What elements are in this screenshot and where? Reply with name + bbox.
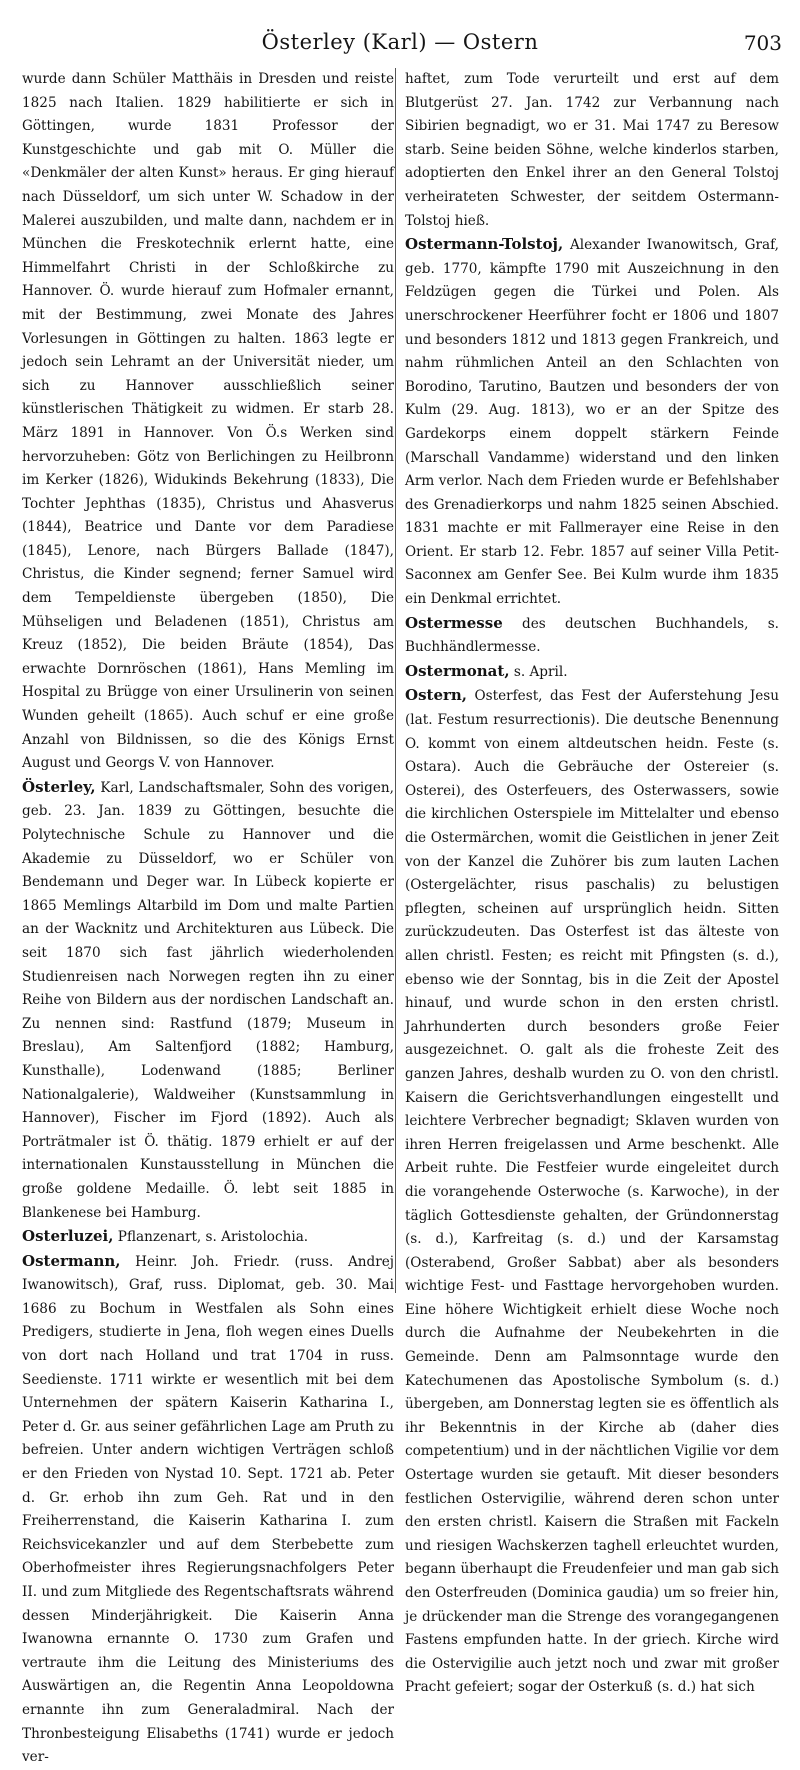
continuation-paragraph: haftet, zum Tode verurteilt und erst auf dem Blutgerüst 27. Jan. 1742 zur Verbannung nach Sibirien begnadigt, wo er 31. Mai 1747 zu Beresow starb. Seine beiden Söhne, welche kinderlos starben, adoptierten den Enkel ihrer an den General Tolstoj verheirateten Schwester, der seitdem Ostermann-Tolstoj hieß. bbox=[405, 71, 779, 229]
entry-ostermann-tolstoj bbox=[405, 233, 779, 612]
column-divider bbox=[395, 68, 396, 1293]
entry-headword: Ostermesse bbox=[405, 613, 503, 632]
running-title: Österley (Karl) — Ostern bbox=[261, 30, 539, 54]
left-column bbox=[22, 68, 394, 1770]
right-column bbox=[405, 68, 779, 1700]
entry-headword: Osterluzei, bbox=[22, 1227, 114, 1246]
entry-headword: Österley, bbox=[22, 777, 96, 796]
entry-text: Heinr. Joh. Friedr. (russ. Andrej Iwanowitsch), Graf, russ. Diplomat, geb. 30. Mai 1686 zu Bochum in Westfalen als Sohn eines Predigers, studierte in Jena, floh wegen eines Duells von dort nach Holland und trat 1704 in russ. Seedienste. 1711 wirkte er wesentlich mit bei dem Unternehmen der spätern Kaiserin Katharina I., Peter d. Gr. aus seiner gefährlichen Lage am Pruth zu befreien. Unter andern wichtigen Verträgen schloß er den Frieden von Nystad 10. Sept. 1721 ab. Peter d. Gr. erhob ihn zum Geh. Rat und in den Freiherrenstand, die Kaiserin Katharina I. zum Reichsvicekanzler und auf dem Sterbebette zum Oberhofmeister ihres Regierungsnachfolgers Peter II. und zum Mitgliede des Regentschaftsrats während dessen Minderjährigkeit. Die Kaiserin Anna Iwanowna ernannte O. 1730 zum Grafen und vertraute ihm die Leitung des Ministeriums des Auswärtigen an, die Regentin Anna Leopoldowna ernannte ihn zum Generaladmiral. Nach der Thronbesteigung Elisabeths (1741) wurde er jedoch ver- bbox=[22, 1253, 394, 1766]
entry-ostermonat bbox=[405, 660, 779, 685]
entry-headword: Ostermonat, bbox=[405, 661, 510, 680]
entry-headword: Ostermann, bbox=[22, 1251, 121, 1270]
continuation-paragraph: wurde dann Schüler Matthäis in Dresden und reiste 1825 nach Italien. 1829 habilitierte er sich in Göttingen, wurde 1831 Professor der Kunstgeschichte und gab mit O. Müller die «Denkmäler der alten Kunst» heraus. Er ging hierauf nach Düsseldorf, um sich unter W. Schadow in der Malerei auszubilden, und malte dann, nachdem er in München die Freskotechnik erlernt hatte, eine Himmelfahrt Christi in der Schloßkirche zu Hannover. Ö. wurde hierauf zum Hofmaler ernannt, mit der Bestimmung, zwei Monate des Jahres Vorlesungen in Göttingen zu halten. 1863 legte er jedoch sein Lehramt an der Universität nieder, um sich zu Hannover ausschließlich seiner künstlerischen Thätigkeit zu widmen. Er starb 28. März 1891 in Hannover. Von Ö.s Werken sind hervorzuheben: Götz von Berlichingen zu Heilbronn im Kerker (1826), Widukinds Bekehrung (1833), Die Tochter Jephthas (1835), Christus und Ahasverus (1844), Beatrice und Dante vor dem Paradiese (1845), Lenore, nach Bürgers Ballade (1847), Christus, die Kinder segnend; ferner Samuel wird dem Tempeldienste übergeben (1850), Die Mühseligen und Beladenen (1851), Christus am Kreuz (1852), Die beiden Bräute (1854), Das erwachte Dornröschen (1861), Hans Memling im Hospital zu Brügge von einer Ursulinerin von seinen Wunden geheilt (1865). Auch schuf er eine große Anzahl von Bildnissen, so die des Königs Ernst August und Georgs V. von Hannover. bbox=[22, 71, 394, 772]
entry-headword: Ostern, bbox=[405, 686, 468, 705]
entry-text: des deutschen Buchhandels, s. Buchhändlermesse. bbox=[405, 615, 779, 656]
entry-osterluzei bbox=[22, 1225, 394, 1250]
entry-ostermesse bbox=[405, 612, 779, 660]
entry-text: Alexander Iwanowitsch, Graf, geb. 1770, kämpfte 1790 mit Auszeichnung in den Feldzügen gegen die Türkei und Polen. Als unerschrockener Heerführer focht er 1806 und 1807 und besonders 1812 und 1813 gegen Frankreich, und nahm rühmlichen Anteil an den Schlachten von Borodino, Tarutino, Bautzen und besonders der von Kulm (29. Aug. 1813), wo er an der Spitze des Gardekorps einem doppelt stärkern Feinde (Marschall Vandamme) widerstand und den linken Arm verlor. Nach dem Frieden wurde er Befehlshaber des Grenadierkorps und nahm 1825 seinen Abschied. 1831 machte er mit Fallmerayer eine Reise in den Orient. Er starb 12. Febr. 1857 auf seiner Villa Petit-Saconnex am Genfer See. Bei Kulm wurde ihm 1835 ein Denkmal errichtet. bbox=[405, 237, 779, 608]
entry-text: Karl, Landschaftsmaler, Sohn des vorigen, geb. 23. Jan. 1839 zu Göttingen, besuchte die Polytechnische Schule zu Hannover und die Akademie zu Düsseldorf, wo er Schüler von Bendemann und Deger war. In Lübeck kopierte er 1865 Memlings Altarbild im Dom und malte Partien an der Wacknitz und Architekturen aus Lübeck. Die seit 1870 sich fast jährlich wiederholenden Studienreisen nach Norwegen regten ihn zu einer Reihe von Bildern aus der nordischen Landschaft an. Zu nennen sind: Rastfund (1879; Museum in Breslau), Am Saltenfjord (1882; Hamburg, Kunsthalle), Lodenwand (1885; Berliner Nationalgalerie), Waldweiher (Kunstsammlung in Hannover), Fischer im Fjord (1892). Auch als Porträtmaler ist Ö. thätig. 1879 erhielt er auf der internationalen Kunstausstellung in München die große goldene Medaille. Ö. lebt seit 1885 in Blankenese bei Hamburg. bbox=[22, 779, 394, 1221]
entry-oesterley-karl bbox=[22, 776, 394, 1225]
entry-ostermann bbox=[22, 1250, 394, 1770]
entry-headword: Ostermann-Tolstoj, bbox=[405, 235, 564, 254]
entry-ostern bbox=[405, 684, 779, 1700]
entry-text: Osterfest, das Fest der Auferstehung Jesu (lat. Festum resurrectionis). Die deutsche Benennung O. kommt von einem altdeutschen heidn. Feste (s. Ostara). Auch die Gebräuche der Ostereier (s. Osterei), des Osterfeuers, des Osterwassers, sowie die kirchlichen Osterspiele im Mittelalter und ebenso die Ostermärchen, womit die Geistlichen in jener Zeit von der Kanzel die Zuhörer bis zum lauten Lachen (Ostergelächter, risus paschalis) zu belustigen pflegten, scheinen auf ursprünglich heidn. Sitten zurückzudeuten. Das Osterfest ist das älteste von allen christl. Festen; es reicht mit Pfingsten (s. d.), ebenso wie der Sonntag, bis in die Zeit der Apostel hinauf, und wurde schon in den ersten christl. Jahrhunderten durch besonders große Feier ausgezeichnet. O. galt als die froheste Zeit des ganzen Jahres, deshalb wurden zu O. von den christl. Kaisern die Gerichtsverhandlungen eingestellt und leichtere Verbrecher begnadigt; Sklaven wurden von ihren Herren freigelassen und Arme beschenkt. Alle Arbeit ruhte. Die Festfeier wurde eingeleitet durch die vorangehende Osterwoche (s. Karwoche), in der täglich Gottesdienste gehalten, der Gründonnerstag (s. d.), Karfreitag (s. d.) und der Karsamstag (Osterabend, Großer Sabbat) aber als besonders wichtige Fest- und Fasttage hervorgehoben wurden. Eine höhere Wichtigkeit erhielt diese Woche noch durch die Aufnahme der Neubekehrten in die Gemeinde. Denn am Palmsonntage wurde den Katechumenen das Apostolische Symbolum (s. d.) übergeben, am Donnerstag legten sie es öffentlich als ihr Bekenntnis in der Kirche ab (daher dies competentium) und in der nächtlichen Vigilie vor dem Ostertage wurden sie getauft. Mit dieser besonders festlichen Ostervigilie, während deren schon unter den ersten christl. Kaisern die Straßen mit Fackeln und riesigen Wachskerzen taghell erleuchtet wurden, begann überhaupt die Freudenfeier und man gab sich den Osterfreuden (Dominica gaudia) um so freier hin, je drückender man die Strenge des vorangegangenen Fastens empfunden hatte. In der griech. Kirche wird die Ostervigilie auch jetzt noch und zwar mit großer Pracht gefeiert; sogar der Osterkuß (s. d.) hat sich bbox=[405, 688, 779, 1696]
page-header bbox=[0, 28, 800, 64]
page-number: 703 bbox=[743, 31, 782, 55]
entry-text: s. April. bbox=[509, 663, 568, 680]
entry-text: Pflanzenart, s. Aristolochia. bbox=[113, 1229, 309, 1246]
